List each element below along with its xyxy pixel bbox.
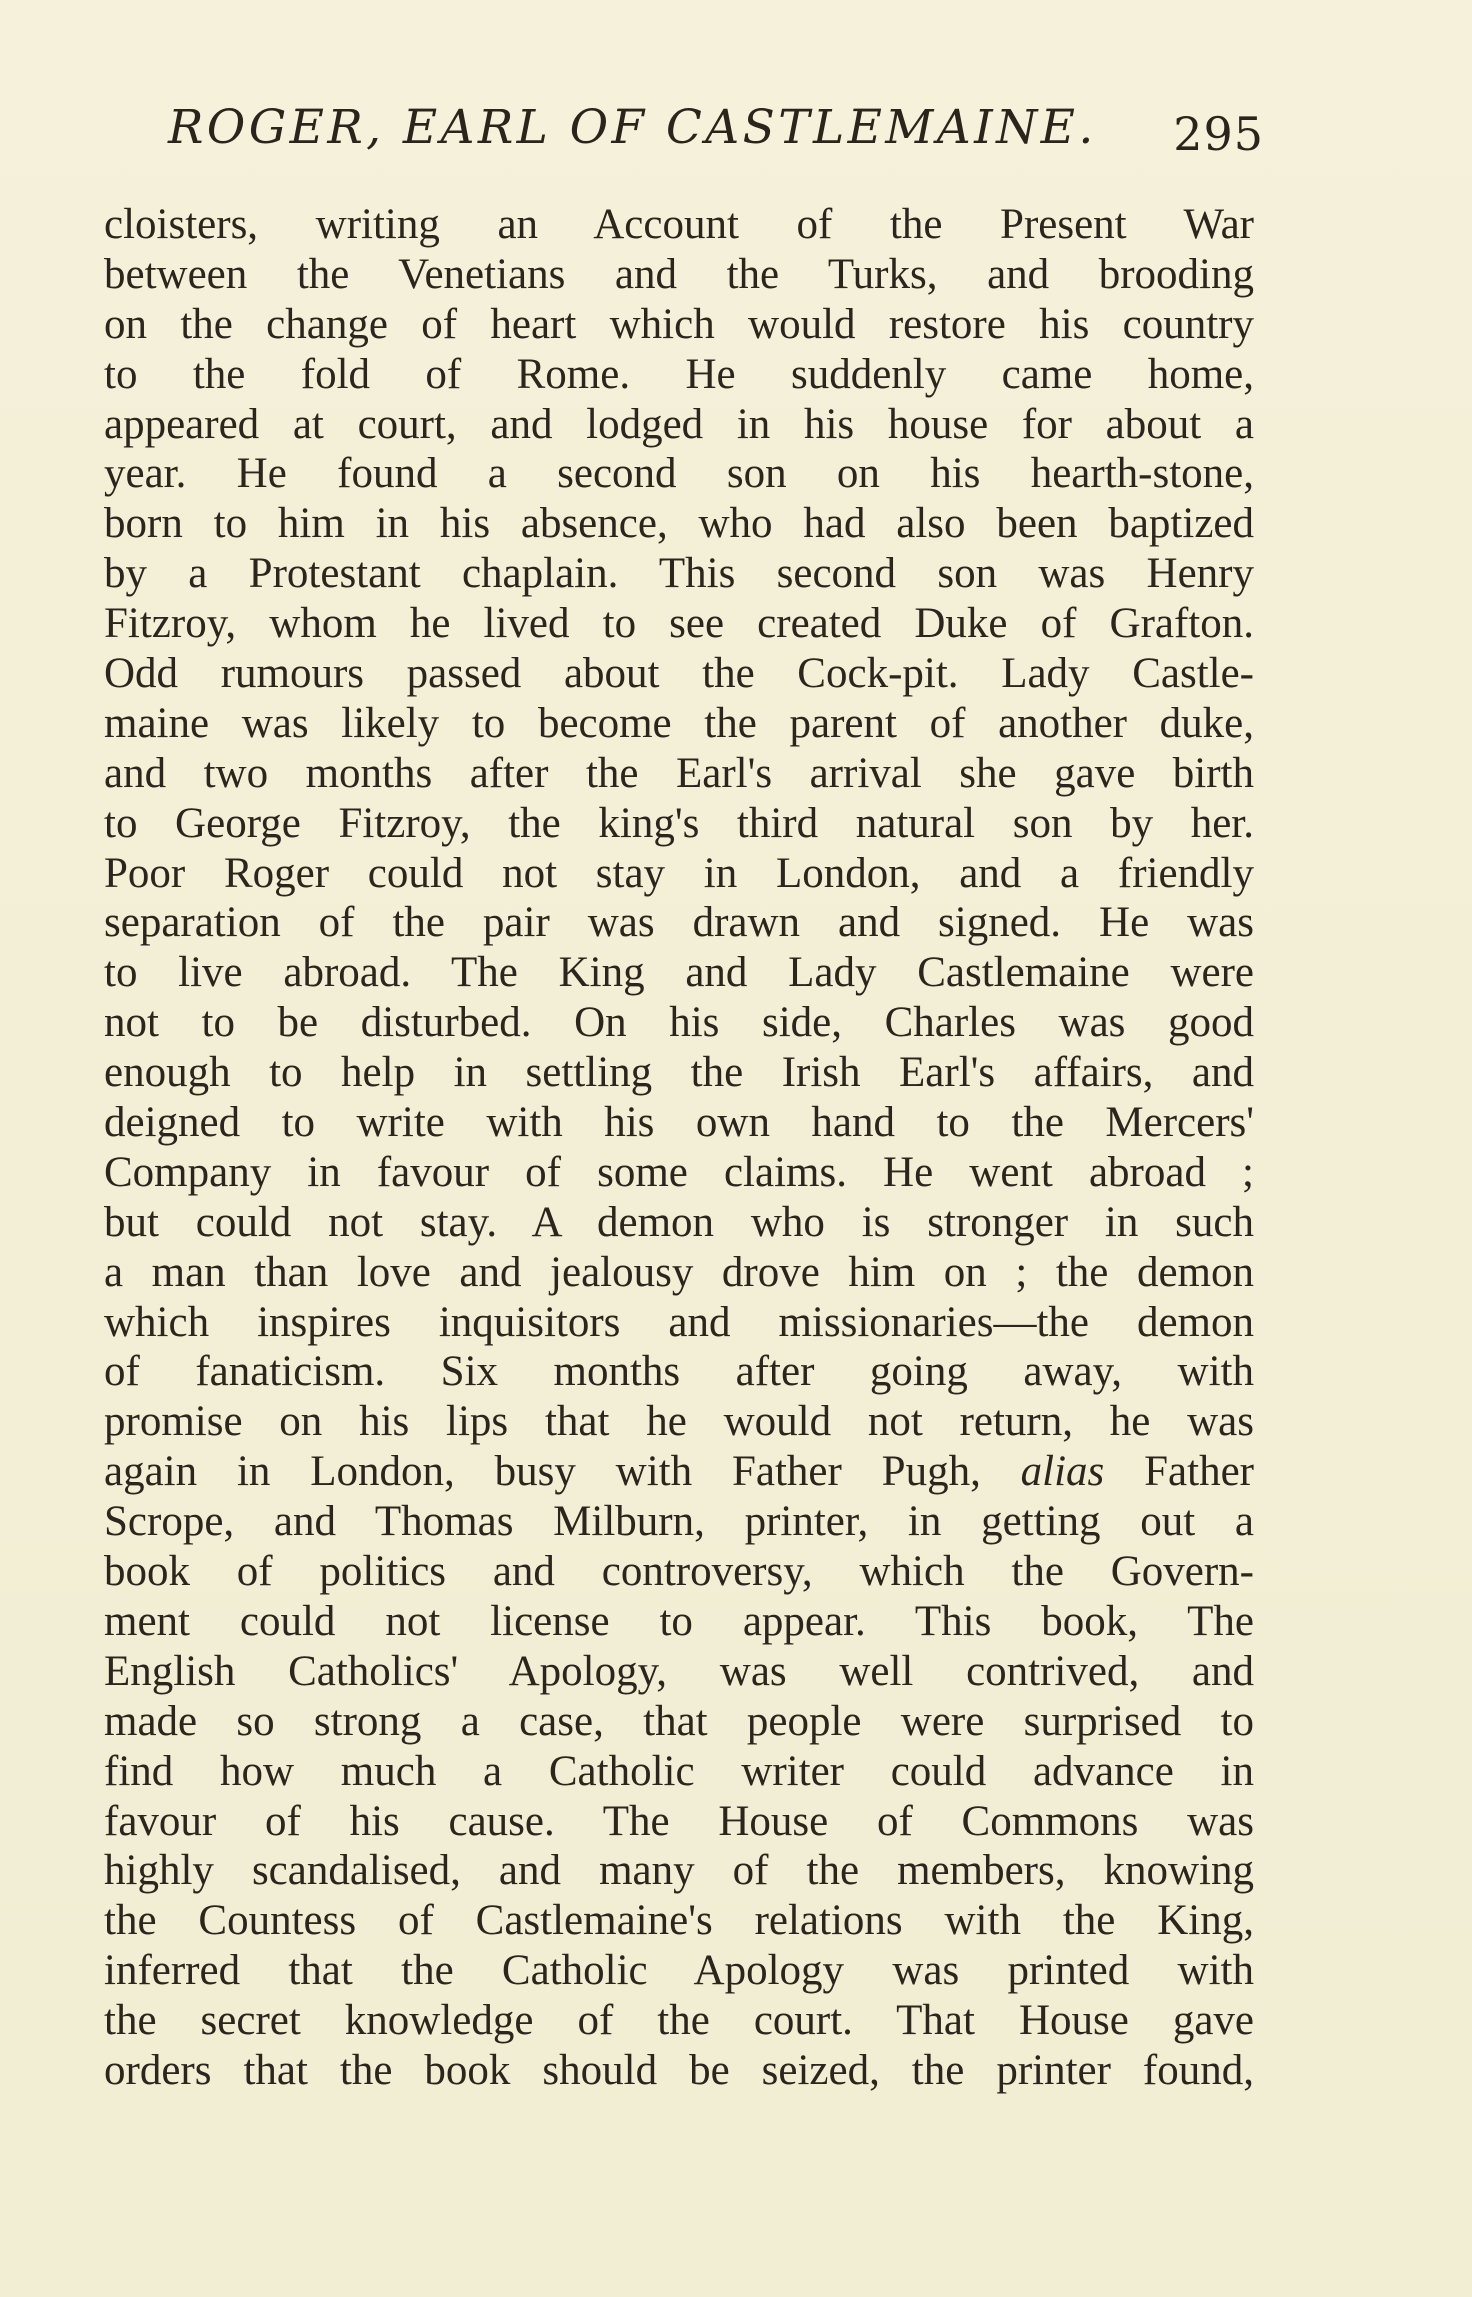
text-line: between the Venetians and the Turks, and brooding <box>104 250 1254 298</box>
text-line: not to be disturbed. On his side, Charles was good <box>104 999 1254 1047</box>
text-line: maine was likely to become the parent of another duke, <box>104 699 1254 747</box>
text-line-with-italic <box>104 1447 1254 1497</box>
text-line: by a Protestant chaplain. This second son was Henry <box>104 550 1254 598</box>
text-line: a man than love and jealousy drove him on ; the demon <box>104 1248 1254 1296</box>
text-line: on the change of heart which would restore his country <box>104 300 1254 348</box>
text-line: Scrope, and Thomas Milburn, printer, in getting out a <box>104 1498 1254 1546</box>
running-title: ROGER, EARL OF CASTLEMAINE. <box>168 100 1097 155</box>
text-line: orders that the book should be seized, the printer found, <box>104 2046 1254 2094</box>
text-line: English Catholics' Apology, was well contrived, and <box>104 1647 1254 1695</box>
text-line: Fitzroy, whom he lived to see created Duke of Grafton. <box>104 600 1254 648</box>
text-line: ment could not license to appear. This book, The <box>104 1597 1254 1645</box>
page-number: 295 <box>1173 107 1264 161</box>
text-segment: Father <box>1104 1448 1254 1496</box>
running-head <box>104 98 1264 161</box>
text-line: of fanaticism. Six months after going away, with <box>104 1348 1254 1396</box>
text-line: to the fold of Rome. He suddenly came home, <box>104 350 1254 398</box>
text-line: Odd rumours passed about the Cock-pit. Lady Castle- <box>104 650 1254 698</box>
text-line: which inspires inquisitors and missionaries—the demon <box>104 1298 1254 1346</box>
text-line: appeared at court, and lodged in his house for about a <box>104 400 1254 448</box>
text-line: enough to help in settling the Irish Earl's affairs, and <box>104 1049 1254 1097</box>
italic-word: alias <box>1020 1448 1105 1496</box>
body-text <box>104 200 1254 2096</box>
text-line: to George Fitzroy, the king's third natural son by her. <box>104 799 1254 847</box>
text-line: to live abroad. The King and Lady Castlemaine were <box>104 949 1254 997</box>
text-line: the secret knowledge of the court. That House gave <box>104 1997 1254 2045</box>
text-line: cloisters, writing an Account of the Present War <box>104 201 1254 248</box>
text-line: Poor Roger could not stay in London, and a friendly <box>104 849 1254 897</box>
text-line: highly scandalised, and many of the members, knowing <box>104 1847 1254 1895</box>
text-line: made so strong a case, that people were surprised to <box>104 1697 1254 1745</box>
text-line: and two months after the Earl's arrival she gave birth <box>104 749 1254 797</box>
text-line: but could not stay. A demon who is stronger in such <box>104 1198 1254 1246</box>
text-line: Company in favour of some claims. He went abroad ; <box>104 1148 1254 1196</box>
text-line: inferred that the Catholic Apology was printed with <box>104 1947 1254 1995</box>
text-line: born to him in his absence, who had also been baptized <box>104 500 1254 548</box>
text-line: book of politics and controversy, which the Govern- <box>104 1548 1254 1596</box>
text-line: favour of his cause. The House of Commons was <box>104 1797 1254 1845</box>
text-segment: again in London, busy with Father Pugh, <box>104 1448 1021 1496</box>
text-line: find how much a Catholic writer could advance in <box>104 1747 1254 1795</box>
text-line: year. He found a second son on his hearth-stone, <box>104 450 1254 498</box>
text-line: the Countess of Castlemaine's relations with the King, <box>104 1897 1254 1945</box>
text-line: promise on his lips that he would not return, he was <box>104 1398 1254 1446</box>
text-line: deigned to write with his own hand to the Mercers' <box>104 1099 1254 1147</box>
text-line: separation of the pair was drawn and signed. He was <box>104 899 1254 947</box>
